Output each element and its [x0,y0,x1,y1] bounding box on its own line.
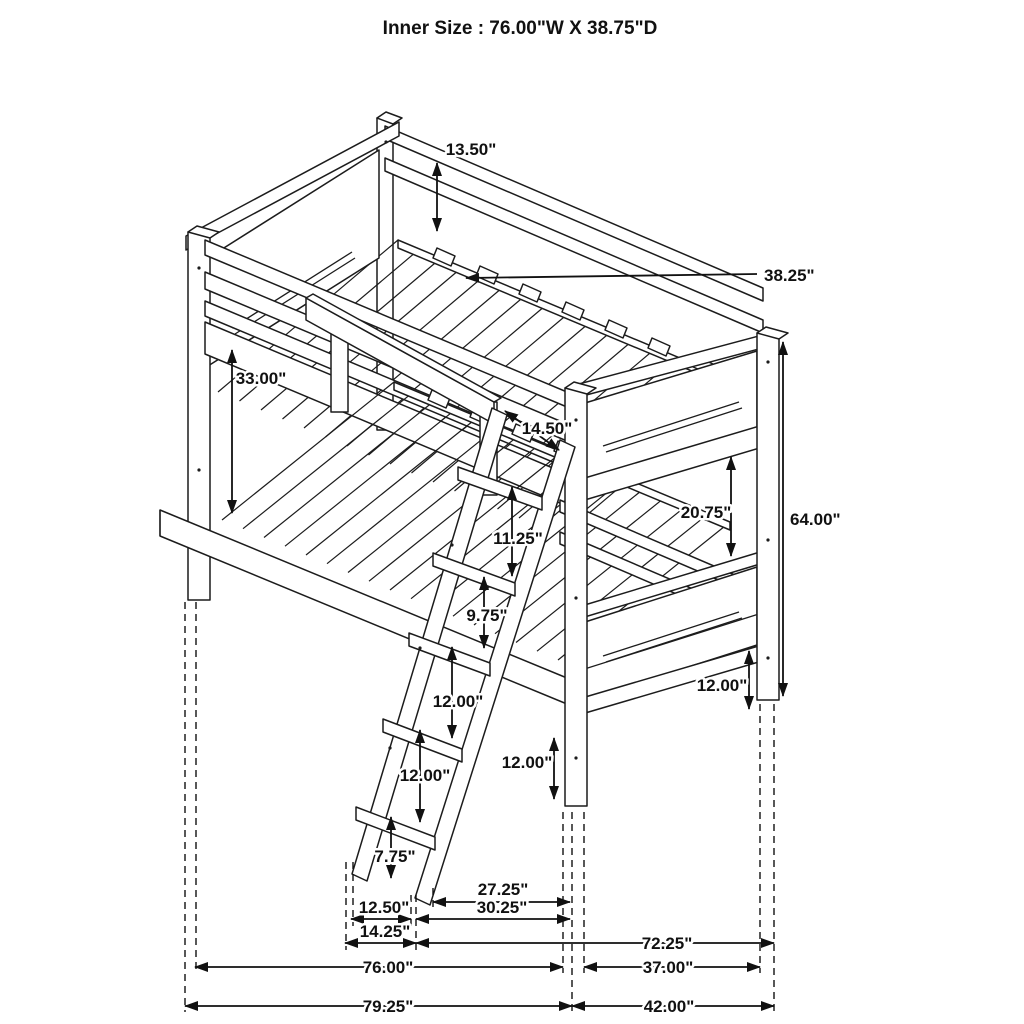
dim-label-rung-gap-fourth: 12.00" [399,766,451,785]
dim-label-rung-gap-third: 12.00" [432,692,484,711]
dim-label-ladder-overall: 14.25" [359,922,411,941]
upper-bunk-rear-rails [385,126,763,333]
dimension-front-span [416,934,774,953]
dim-label-ladder-to-leg: 27.25" [477,880,529,899]
dim-label-inner-depth: 37.00" [642,958,694,977]
dimension-overall-depth [572,997,774,1016]
dim-label-overall-depth: 42.00" [643,997,695,1016]
diagram-title: Inner Size : 76.00"W X 38.75"D [382,18,658,39]
dimension-inner-width [195,958,563,977]
dim-label-rung-gap-second: 9.75" [466,606,508,625]
dim-label-ladder-span: 30.25" [476,898,528,917]
dim-label-inner-width: 76.00" [362,958,414,977]
dim-label-guard-rail-height: 14.50" [521,419,573,438]
dimension-upper-clearance [232,350,286,513]
dim-label-rear-leg-height: 12.00" [696,676,748,695]
dim-label-rail-gap: 13.50" [445,140,497,159]
dimension-overall-height [783,342,841,696]
dimension-ladder-foot-offset [351,898,411,919]
dimension-front-leg-height [502,738,554,799]
dim-label-lower-panel-gap: 20.75" [680,503,732,522]
dimension-ladder-overall [345,922,416,943]
dim-label-overall-width: 79.25" [362,997,414,1016]
dim-label-front-span: 72.25" [641,934,693,953]
dim-label-bottom-step-height: 7.75" [374,847,416,866]
dim-label-ladder-foot-offset: 12.50" [358,898,410,917]
upper-right-headboard [575,333,770,502]
dim-label-upper-clearance: 33.00" [235,369,287,388]
dim-label-rung-gap-top: 11.25" [493,529,543,548]
dim-label-overall-height: 64.00" [790,510,841,529]
dim-label-front-leg-height: 12.00" [501,753,553,772]
dimension-inner-depth [584,958,760,977]
dim-label-slat-length: 38.25" [764,266,815,285]
dimension-overall-width [185,997,572,1016]
